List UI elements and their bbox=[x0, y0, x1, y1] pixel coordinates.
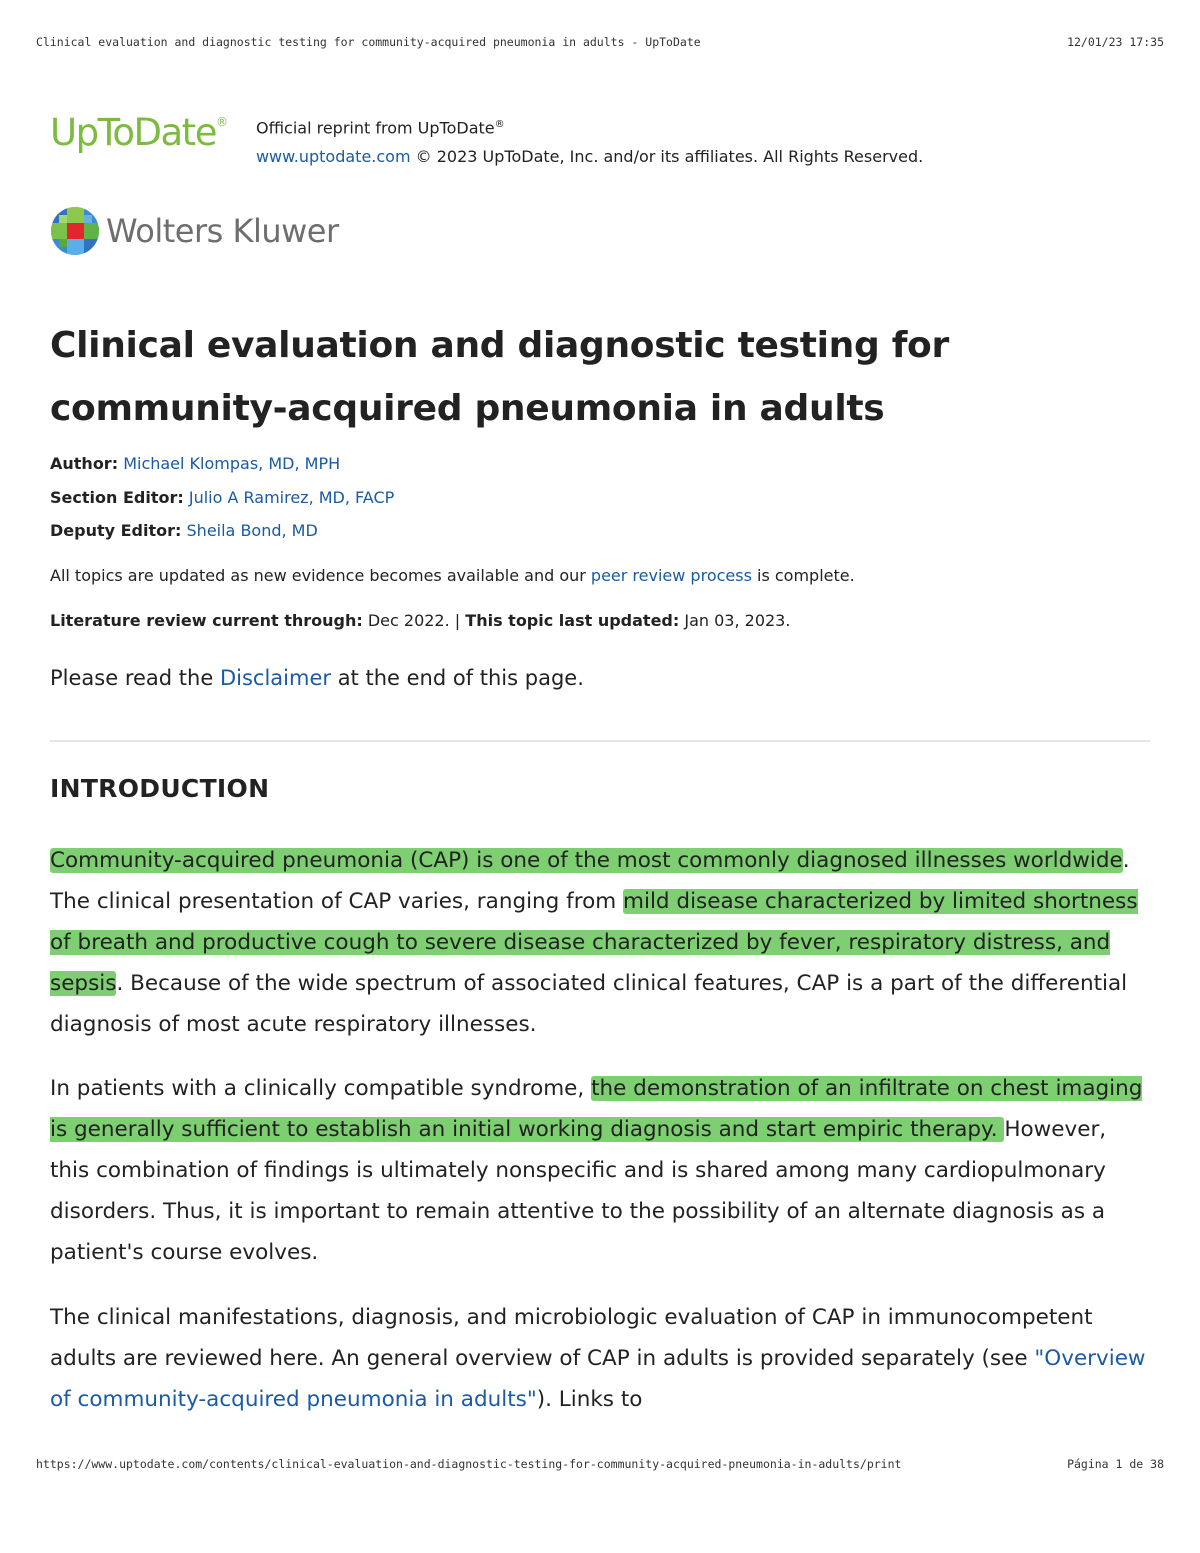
reprint-notice bbox=[256, 110, 923, 171]
wolters-kluwer-globe-icon bbox=[50, 206, 100, 256]
author-link[interactable]: Michael Klompas, MD, MPH bbox=[123, 454, 341, 473]
overview-cap-link[interactable]: "Overview of community-acquired pneumonia in adults" bbox=[50, 1346, 1146, 1412]
publisher-logo bbox=[50, 206, 339, 256]
author-label: Author: bbox=[50, 454, 119, 473]
site-link[interactable]: www.uptodate.com bbox=[255, 147, 411, 167]
highlight: the demonstration of an infiltrate on chest imaging is generally sufficient to establish an initial working diagnosis and start empiric therapy. bbox=[50, 1076, 1143, 1142]
reprint-mark: ® bbox=[494, 119, 505, 130]
last-updated-label: This topic last updated: bbox=[465, 611, 680, 630]
intro-paragraph-1: Community-acquired pneumonia (CAP) is one of the most commonly diagnosed illnesses worldwide. The clinical presentation of CAP varies, ranging from mild disease characterized by limited shortness of breath and productive cough to severe disease characterized by fever, respiratory distress, and sepsis. Because of the wide spectrum of associated clinical features, CAP is a part of the differential diagnosis of most acute respiratory illnesses. bbox=[50, 848, 1138, 1037]
last-updated-value: Jan 03, 2023. bbox=[684, 611, 791, 630]
review-dates: Literature review current through: Dec 2022. | This topic last updated: Jan 03, 2023. bbox=[50, 611, 791, 630]
brand-row bbox=[50, 110, 923, 171]
section-editor-link[interactable]: Julio A Ramirez, MD, FACP bbox=[188, 488, 395, 507]
deputy-editor-link[interactable]: Sheila Bond, MD bbox=[186, 521, 318, 540]
title-line-1: Clinical evaluation and diagnostic testing for bbox=[50, 325, 949, 366]
page-title bbox=[50, 314, 1150, 440]
intro-paragraph-3: The clinical manifestations, diagnosis, and microbiologic evaluation of CAP in immunocompetent adults are reviewed here. An general overview of CAP in adults is provided separately (see "Overview of community-acquired pneumonia in adults"). Links to bbox=[50, 1305, 1146, 1412]
uptodate-logo[interactable]: UpToDate® bbox=[50, 111, 228, 154]
copyright-text: © 2023 UpToDate, Inc. and/or its affiliates. All Rights Reserved. bbox=[415, 147, 924, 167]
publisher-name: Wolters Kluwer bbox=[106, 212, 339, 250]
print-header bbox=[36, 35, 1164, 49]
deputy-editor-label: Deputy Editor: bbox=[50, 521, 182, 540]
disclaimer-link[interactable]: Disclaimer bbox=[219, 666, 331, 690]
section-editor-label: Section Editor: bbox=[50, 488, 184, 507]
print-header-datetime: 12/01/23 17:35 bbox=[1067, 35, 1164, 49]
disclaimer-notice: Please read the Disclaimer at the end of this page. bbox=[50, 666, 584, 690]
intro-paragraph-2: In patients with a clinically compatible syndrome, the demonstration of an infiltrate on chest imaging is generally sufficient to establish an initial working diagnosis and start empiric therapy. However, this combination of findings is ultimately nonspecific and is shared among many cardiopulmonary disorders. Thus, it is important to remain attentive to the possibility of an alternate diagnosis as a patient's course evolves. bbox=[50, 1076, 1143, 1265]
highlight: mild disease characterized by limited shortness of breath and productive cough to severe disease characterized by fever, respiratory distress, and sepsis bbox=[50, 889, 1138, 996]
print-footer-page: Página 1 de 38 bbox=[1067, 1457, 1164, 1471]
deputy-editor-line bbox=[50, 521, 318, 540]
peer-review-link[interactable]: peer review process bbox=[590, 566, 752, 585]
print-footer bbox=[36, 1457, 1164, 1471]
highlight: Community-acquired pneumonia (CAP) is one of the most commonly diagnosed illnesses worldwide bbox=[50, 848, 1123, 873]
print-footer-url: https://www.uptodate.com/contents/clinical-evaluation-and-diagnostic-testing-for-community-acquired-pneumonia-in-adults/print bbox=[36, 1457, 902, 1471]
title-line-2: community-acquired pneumonia in adults bbox=[50, 388, 885, 429]
divider bbox=[50, 740, 1150, 742]
section-editor-line bbox=[50, 488, 394, 507]
author-line bbox=[50, 454, 340, 473]
lit-review-value: Dec 2022. bbox=[367, 611, 450, 630]
reprint-text: Official reprint from UpToDate bbox=[255, 118, 495, 138]
update-note: All topics are updated as new evidence becomes available and our peer review process is complete. bbox=[50, 566, 855, 585]
lit-review-label: Literature review current through: bbox=[50, 611, 363, 630]
section-heading-introduction: INTRODUCTION bbox=[50, 774, 270, 803]
print-header-title: Clinical evaluation and diagnostic testing for community-acquired pneumonia in adults - UpToDate bbox=[36, 35, 701, 49]
